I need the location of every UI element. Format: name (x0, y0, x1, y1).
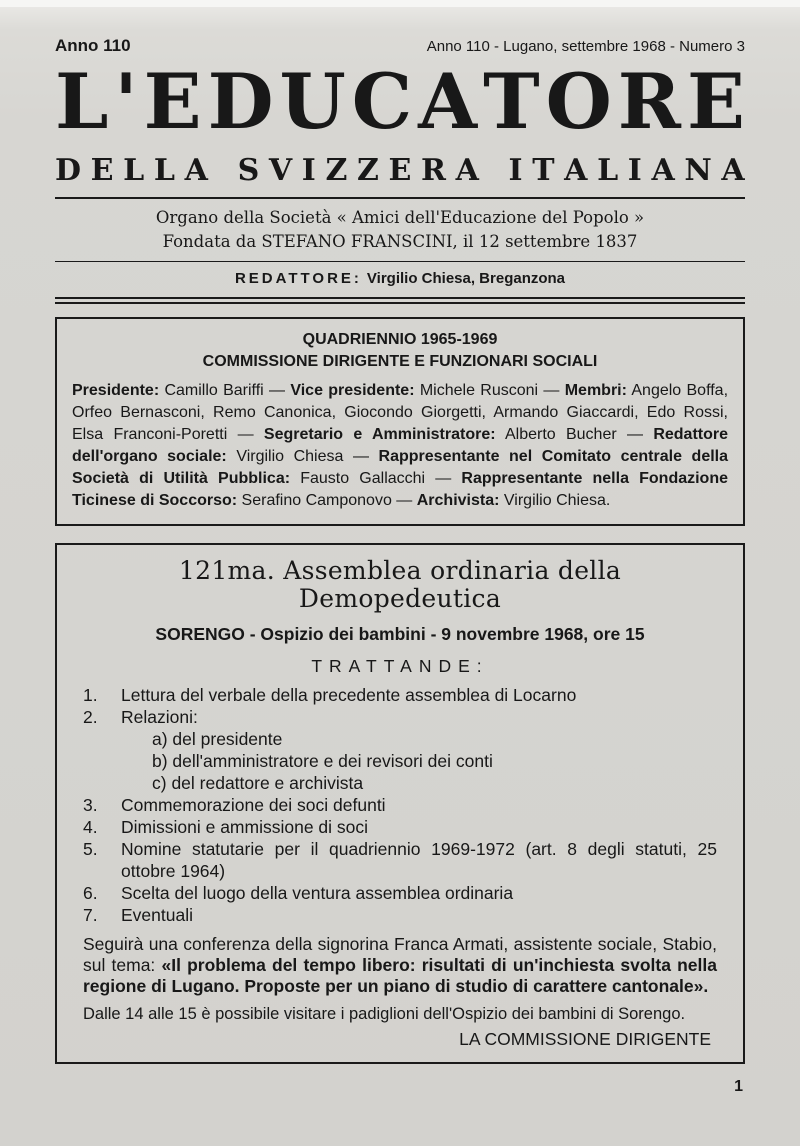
publication-title: L ' E D U C A T O R E (55, 64, 745, 140)
conference-paragraph: Seguirà una conferenza della signorina Franca Armati, assistente sociale, Stabio, sul tema: «Il problema del tempo libero: risultati di un'inchiesta svolta nella regione di Lugano. Proposte per un piano di studio di carattere cantonale». (83, 934, 717, 996)
volume-label: Anno 110 (55, 36, 131, 55)
agenda-item (83, 882, 717, 904)
divider-rule (55, 197, 745, 199)
agenda-item (83, 816, 717, 838)
agenda-subitem: b) dell'amministratore e dei revisori dei conti (152, 751, 493, 771)
page-number: 1 (734, 1078, 743, 1095)
agenda-list (83, 684, 717, 926)
agenda-item-number: 1. (83, 685, 98, 705)
agenda-item-text: Dimissioni e ammissione di soci (121, 817, 369, 837)
assembly-announcement-box (55, 543, 745, 1064)
agenda-item (83, 706, 717, 794)
agenda-item-number: 3. (83, 795, 98, 815)
agenda-item-number: 5. (83, 839, 98, 859)
organ-line: Organo della Società « Amici dell'Educazione del Popolo » (155, 208, 645, 227)
assembly-title: 121ma. Assemblea ordinaria della Demopedeutica (178, 556, 622, 613)
issue-info: Anno 110 - Lugano, settembre 1968 - Numero 3 (426, 38, 745, 55)
commission-box (55, 317, 745, 526)
agenda-item-text: Eventuali (121, 905, 193, 925)
agenda-item-label: Relazioni: (121, 707, 198, 727)
agenda-heading: TRATTANDE: (311, 656, 489, 676)
double-rule-divider (55, 297, 745, 304)
agenda-item-number: 4. (83, 817, 98, 837)
editor-name: Virgilio Chiesa, Breganzona (366, 270, 566, 287)
assembly-location-date: SORENGO - Ospizio dei bambini - 9 novembre 1968, ore 15 (155, 624, 645, 644)
agenda-item-number: 7. (83, 905, 98, 925)
agenda-item-text: Scelta del luogo della ventura assemblea ordinaria (121, 883, 514, 903)
agenda-item (83, 794, 717, 816)
divider-rule (55, 261, 745, 262)
publication-subtitle: D E L L A S V I Z Z E R A I T A L I A N A (55, 153, 745, 188)
founded-line: Fondata da STEFANO FRANSCINI, il 12 settembre 1837 (162, 232, 638, 251)
agenda-item (83, 684, 717, 706)
agenda-item-text: Lettura del verbale della precedente assemblea di Locarno (121, 685, 577, 705)
editor-line (55, 270, 745, 288)
commission-signature: LA COMMISSIONE DIRIGENTE (459, 1029, 711, 1049)
agenda-item (83, 904, 717, 926)
commission-title-heading: COMMISSIONE DIRIGENTE E FUNZIONARI SOCIALI (202, 353, 598, 370)
issue-header (55, 36, 745, 56)
agenda-item-number: 2. (83, 707, 98, 727)
agenda-item (83, 838, 717, 882)
agenda-item-text: Nomine statutarie per il quadriennio 1969-1972 (art. 8 degli statuti, 25 ottobre 1964) (121, 839, 717, 881)
agenda-item-text (121, 706, 717, 794)
agenda-item-number: 6. (83, 883, 98, 903)
editor-label: REDATTORE: (234, 270, 362, 287)
commission-members-paragraph: Presidente: Camillo Bariffi — Vice presidente: Michele Rusconi — Membri: Angelo Boffa, Orfeo Bernasconi, Remo Canonica, Giocondo Giorgetti, Armando Giaccardi, Edo Rossi, Elsa Franconi-Poretti — Segretario e Amministratore: Alberto Bucher — Redattore dell'organo sociale: Virgilio Chiesa — Rappresentante nel Comitato centrale della Società di Utilità Pubblica: Fausto Gallacchi — Rappresentante nella Fondazione Ticinese di Soccorso: Serafino Camponovo — Archivista: Virgilio Chiesa. (72, 382, 729, 509)
agenda-item-text: Commemorazione dei soci defunti (121, 795, 386, 815)
agenda-subitem: a) del presidente (152, 729, 283, 749)
commission-period-heading: QUADRIENNIO 1965-1969 (302, 331, 498, 348)
visit-note: Dalle 14 alle 15 è possibile visitare i padiglioni dell'Ospizio dei bambini di Sorengo. (83, 1005, 686, 1023)
agenda-subitem: c) del redattore e archivista (152, 773, 364, 793)
